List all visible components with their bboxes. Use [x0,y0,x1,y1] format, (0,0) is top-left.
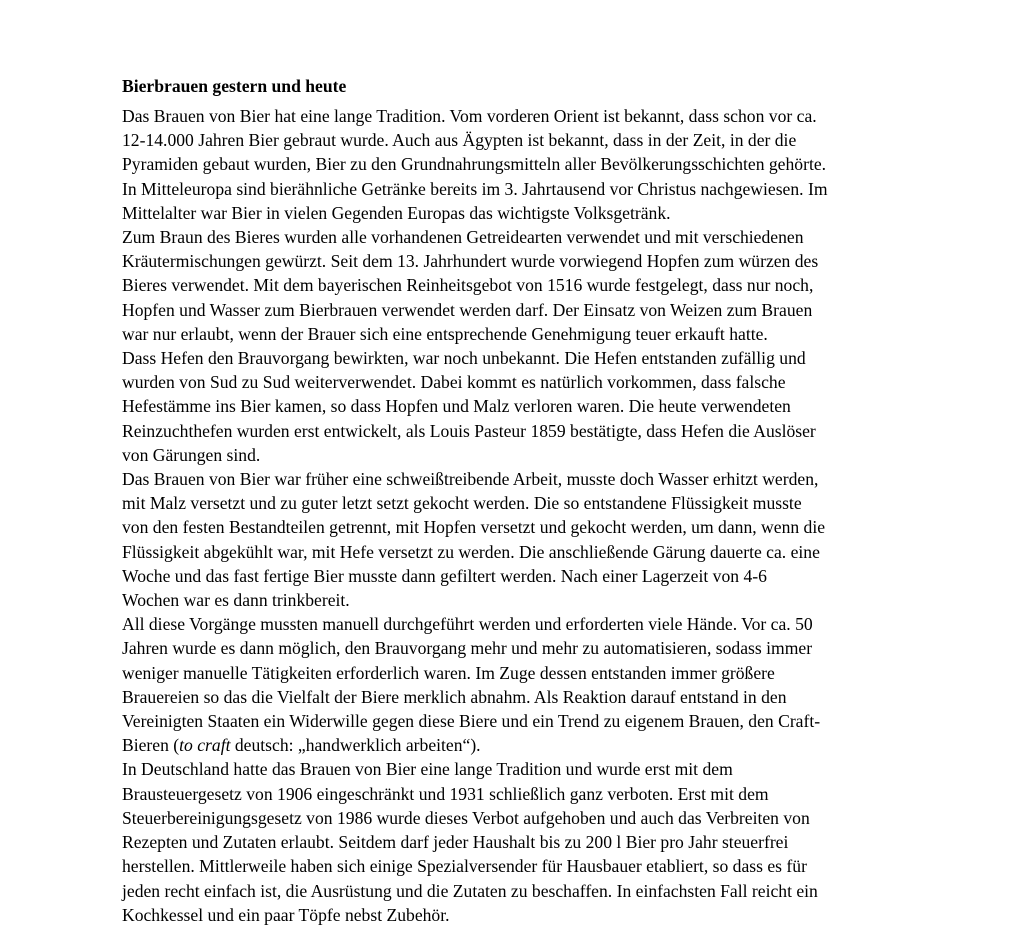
text-line: 12-14.000 Jahren Bier gebraut wurde. Auch aus Ägypten ist bekannt, dass in der Zeit, in der die [122,130,797,151]
text-line: Zum Braun des Bieres wurden alle vorhandenen Getreidearten verwendet und mit verschiedenen [122,227,804,248]
text-line: von Gärungen sind. [122,444,261,465]
text-line: All diese Vorgänge mussten manuell durchgeführt werden und erforderten viele Hände. Vor ca. 50 [122,614,813,635]
text-line: Brauereien so das die Vielfalt der Biere merklich abnahm. Als Reaktion darauf entstand in den [122,686,787,707]
text-line: Vereinigten Staaten ein Widerwille gegen diese Biere und ein Trend zu eigenem Brauen, den Craft- [122,711,821,732]
text-line: wurden von Sud zu Sud weiterverwendet. Dabei kommt es natürlich vorkommen, dass falsche [122,372,786,393]
text-line: war nur erlaubt, wenn der Brauer sich eine entsprechende Genehmigung teuer erkauft hatte. [122,323,768,344]
text-line: Jahren wurde es dann möglich, den Brauvorgang mehr und mehr zu automatisieren, sodass immer [122,638,813,659]
text-line: mit Malz versetzt und zu guter letzt setzt gekocht werden. Die so entstandene Flüssigkeit musste [122,493,802,514]
document-page [122,74,952,927]
paragraph-craft-beer [122,612,952,757]
text-line: Pyramiden gebaut wurden, Bier zu den Grundnahrungsmitteln aller Bevölkerungsschichten gehörte. [122,154,827,175]
paragraph-germany [122,757,952,926]
text-line: Kräutermischungen gewürzt. Seit dem 13. Jahrhundert wurde vorwiegend Hopfen zum würzen des [122,251,819,272]
text-line: Bieres verwendet. Mit dem bayerischen Reinheitsgebot von 1516 wurde festgelegt, dass nur noch, [122,275,814,296]
text-fragment: deutsch: „handwerklich arbeiten“). [230,735,481,756]
text-line: Steuerbereinigungsgesetz von 1986 wurde dieses Verbot aufgehoben und auch das Verbreiten von [122,807,810,828]
paragraph-brewing-process [122,467,952,612]
text-line: herstellen. Mittlerweile haben sich einige Spezialversender für Hausbauer etabliert, so dass es für [122,856,807,877]
text-line: weniger manuelle Tätigkeiten erforderlich waren. Im Zuge dessen entstanden immer größere [122,662,775,683]
text-line: Flüssigkeit abgekühlt war, mit Hefe versetzt zu werden. Die anschließende Gärung dauerte ca. eine [122,541,820,562]
text-line: Das Brauen von Bier war früher eine schweißtreibende Arbeit, musste doch Wasser erhitzt werden, [122,469,819,490]
text-line: In Deutschland hatte das Brauen von Bier eine lange Tradition und wurde erst mit dem [122,759,733,780]
text-line: Kochkessel und ein paar Töpfe nebst Zubehör. [122,904,450,925]
italic-term: to craft [179,735,231,756]
paragraph-history [122,104,952,225]
text-line: Wochen war es dann trinkbereit. [122,590,350,611]
text-line: Dass Hefen den Brauvorgang bewirkten, war noch unbekannt. Die Hefen entstanden zufällig und [122,348,806,369]
text-line: Brausteuergesetz von 1906 eingeschränkt und 1931 schließlich ganz verboten. Erst mit dem [122,783,769,804]
document-title: Bierbrauen gestern und heute [122,76,347,96]
text-line: Woche und das fast fertige Bier musste dann gefiltert werden. Nach einer Lagerzeit von 4-6 [122,565,767,586]
text-line [122,733,952,757]
text-line: Das Brauen von Bier hat eine lange Tradition. Vom vorderen Orient ist bekannt, dass schon vor ca. [122,106,817,126]
paragraph-yeast [122,346,952,467]
text-line: In Mitteleuropa sind bierähnliche Getränke bereits im 3. Jahrtausend vor Christus nachgewiesen. Im [122,178,828,199]
text-line: Reinzuchthefen wurden erst entwickelt, als Louis Pasteur 1859 bestätigte, dass Hefen die Auslöser [122,420,816,441]
text-line: Mittelalter war Bier in vielen Gegenden Europas das wichtigste Volksgetränk. [122,202,671,223]
text-line: jeden recht einfach ist, die Ausrüstung und die Zutaten zu beschaffen. In einfachsten Fall reicht ein [122,880,818,901]
text-line: Hefestämme ins Bier kamen, so dass Hopfen und Malz verloren waren. Die heute verwendeten [122,396,791,417]
text-line: von den festen Bestandteilen getrennt, mit Hopfen versetzt und gekocht werden, um dann, wenn die [122,517,826,538]
paragraph-ingredients [122,225,952,346]
text-fragment: Bieren ( [122,735,180,756]
text-line: Rezepten und Zutaten erlaubt. Seitdem darf jeder Haushalt bis zu 200 l Bier pro Jahr steuerfrei [122,832,789,853]
text-line: Hopfen und Wasser zum Bierbrauen verwendet werden darf. Der Einsatz von Weizen zum Brauen [122,299,813,320]
